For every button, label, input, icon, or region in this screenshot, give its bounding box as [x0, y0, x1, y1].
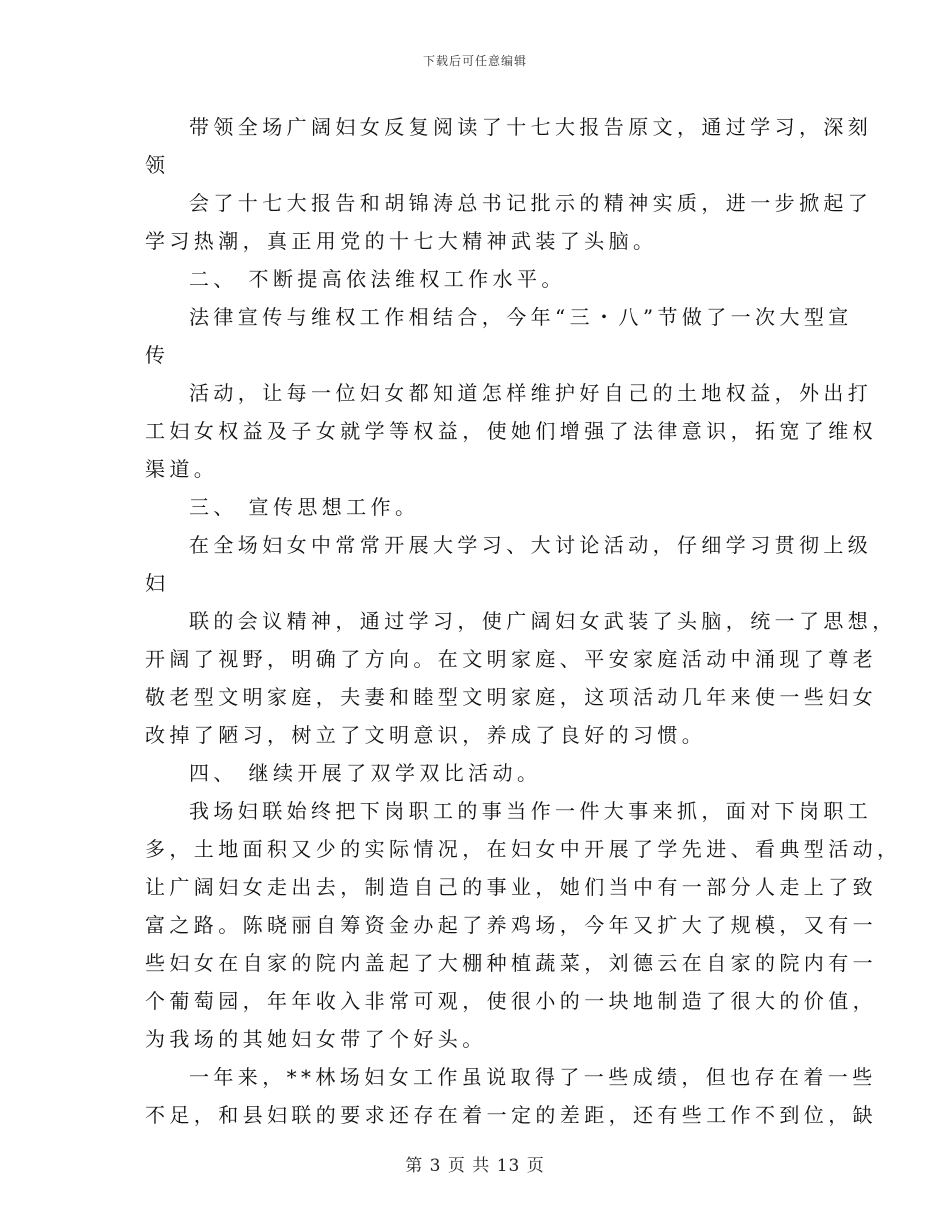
text-line: 让广阔妇女走出去，制造自己的事业，她们当中有一部分人走上了致: [145, 875, 877, 899]
section-heading: 二、 不断提高依法维权工作水平。: [189, 267, 566, 291]
page-header-note: 下载后可任意编辑: [422, 54, 527, 68]
text-line: 我场妇联始终把下岗职工的事当作一件大事来抓，面对下岗职工: [189, 799, 873, 823]
section-heading: 三、 宣传思想工作。: [189, 495, 420, 519]
text-line: 在全场妇女中常常开展大学习、大讨论活动，仔细学习贯彻上级: [189, 533, 873, 557]
text-line: 多，土地面积又少的实际情况，在妇女中开展了学先进、看典型活动，: [145, 837, 902, 861]
text-line: 联的会议精神，通过学习，使广阔妇女武装了头脑，统一了思想，: [189, 609, 897, 633]
text-line: 敬老型文明家庭，夫妻和睦型文明家庭，这项活动几年来使一些妇女: [145, 685, 877, 709]
text-line: 妇: [145, 571, 170, 595]
section-heading: 四、 继续开展了双学双比活动。: [189, 761, 542, 785]
text-line: 开阔了视野，明确了方向。在文明家庭、平安家庭活动中涌现了尊老: [145, 647, 877, 671]
text-line: 传: [145, 343, 170, 367]
text-line: 法律宣传与维权工作相结合，今年“三・八”节做了一次大型宣: [189, 305, 853, 329]
text-line: 不足，和县妇联的要求还存在着一定的差距，还有些工作不到位，缺: [145, 1103, 877, 1127]
text-line: 活动，让每一位妇女都知道怎样维护好自己的土地权益，外出打: [189, 381, 873, 405]
document-body: [145, 108, 902, 1134]
text-line: 渠道。: [145, 457, 219, 481]
text-line: 带领全场广阔妇女反复阅读了十七大报告原文，通过学习，深刻: [189, 115, 873, 139]
text-line: 一年来，**林场妇女工作虽说取得了一些成绩，但也存在着一些: [189, 1065, 877, 1089]
text-line: 富之路。陈晓丽自筹资金办起了养鸡场，今年又扩大了规模，又有一: [145, 913, 877, 937]
page-number-footer: 第 3 页 共 13 页: [405, 1156, 545, 1176]
text-line: 工妇女权益及子女就学等权益，使她们增强了法律意识，拓宽了维权: [145, 419, 877, 443]
text-line: 学习热潮，真正用党的十七大精神武装了头脑。: [145, 229, 658, 253]
text-line: 些妇女在自家的院内盖起了大棚种植蔬菜，刘德云在自家的院内有一: [145, 951, 877, 975]
text-line: 个葡萄园，年年收入非常可观，使很小的一块地制造了很大的价值，: [145, 989, 877, 1013]
text-line: 领: [145, 153, 170, 177]
text-line: 为我场的其她妇女带了个好头。: [145, 1027, 487, 1051]
text-line: 会了十七大报告和胡锦涛总书记批示的精神实质，进一步掀起了: [189, 191, 873, 215]
text-line: 改掉了陋习，树立了文明意识，养成了良好的习惯。: [145, 723, 707, 747]
